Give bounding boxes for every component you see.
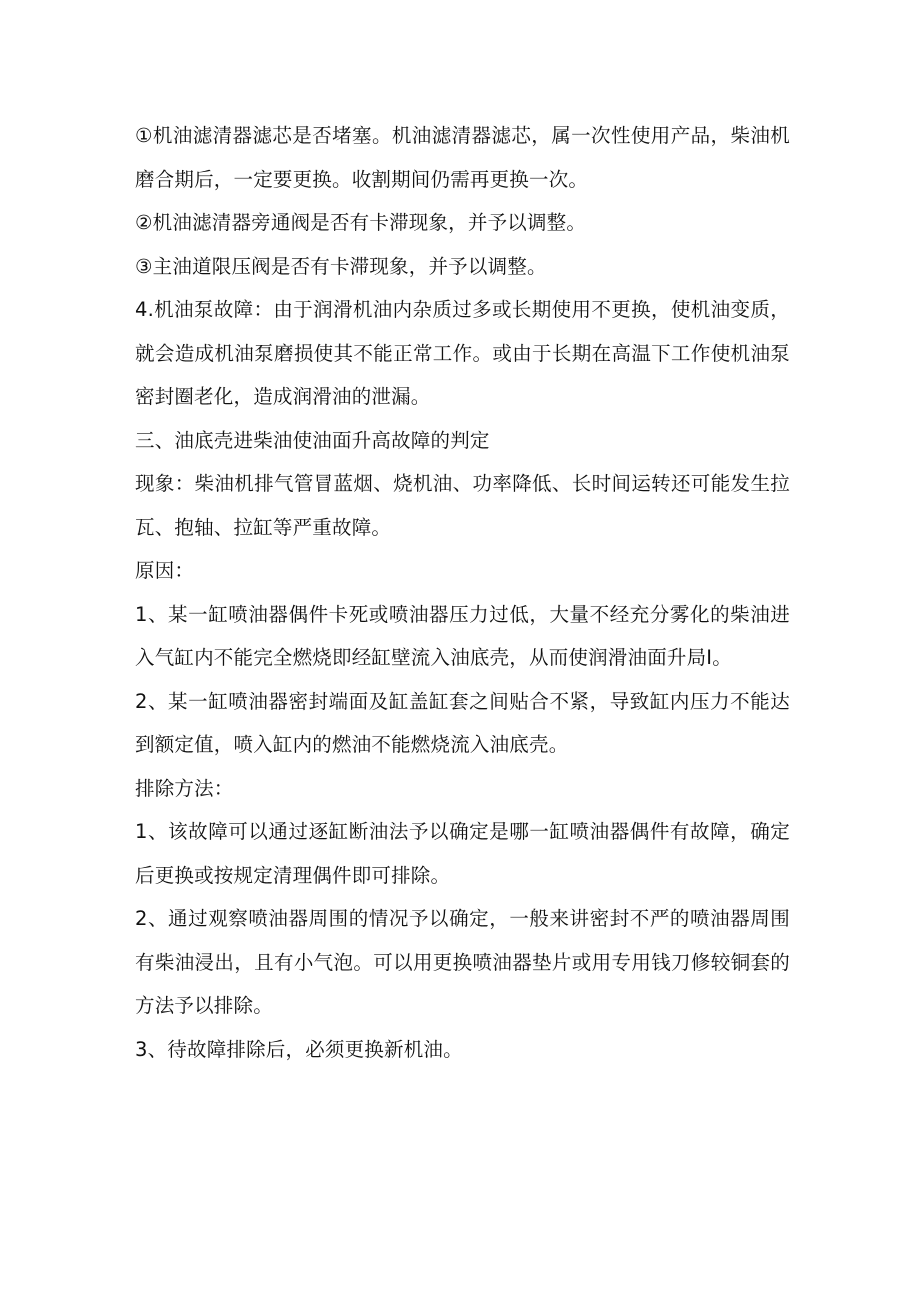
paragraph-cause-2: 2、某一缸喷油器密封端面及缸盖缸套之间贴合不紧，导致缸内压力不能达到额定值，喷入缸内的燃油不能燃烧流入油底壳。: [135, 689, 790, 756]
paragraph-oil-pump-fault: 4.机油泵故障：由于润滑机油内杂质过多或长期使用不更换，使机油变质，就会造成机油泵磨损使其不能正常工作。或由于长期在高温下工作使机油泵密封圈老化，造成润滑油的泄漏。: [135, 298, 790, 408]
section-heading-sump-diesel: 三、油底壳进柴油使油面升高故障的判定: [135, 428, 490, 452]
paragraph-filter-element: ①机油滤清器滤芯是否堵塞。机油滤清器滤芯，属一次性使用产品，柴油机磨合期后，一定要更换。收割期间仍需再更换一次。: [135, 124, 790, 191]
paragraph-bypass-valve: ②机油滤清器旁通阀是否有卡滞现象，并予以调整。: [135, 211, 587, 234]
paragraph-pressure-limit-valve: ③主油道限压阀是否有卡滞现象，并予以调整。: [135, 254, 547, 278]
label-remedies: 排除方法：: [135, 776, 234, 800]
paragraph-remedy-3: 3、待故障排除后，必须更换新机油。: [135, 1037, 463, 1061]
paragraph-cause-1: 1、某一缸喷油器偶件卡死或喷油器压力过低，大量不经充分雾化的柴油进入气缸内不能完全燃烧即经缸壁流入油底壳，从而使润滑油面升局I。: [135, 602, 790, 669]
paragraph-remedy-1: 1、该故障可以通过逐缸断油法予以确定是哪一缸喷油器偶件有故障，确定后更换或按规定清理偶件即可排除。: [135, 820, 790, 887]
label-causes: 原因：: [135, 559, 195, 582]
paragraph-remedy-2: 2、通过观察喷油器周围的情况予以确定，一般来讲密封不严的喷油器周围有柴油浸出，且有小气泡。可以用更换喷油器垫片或用专用钱刀修较铜套的方法予以排除。: [135, 907, 790, 1017]
document-body: [135, 114, 790, 1071]
paragraph-symptoms: 现象：柴油机排气管冒蓝烟、烧机油、功率降低、长时间运转还可能发生拉瓦、抱轴、拉缸等严重故障。: [135, 472, 790, 539]
